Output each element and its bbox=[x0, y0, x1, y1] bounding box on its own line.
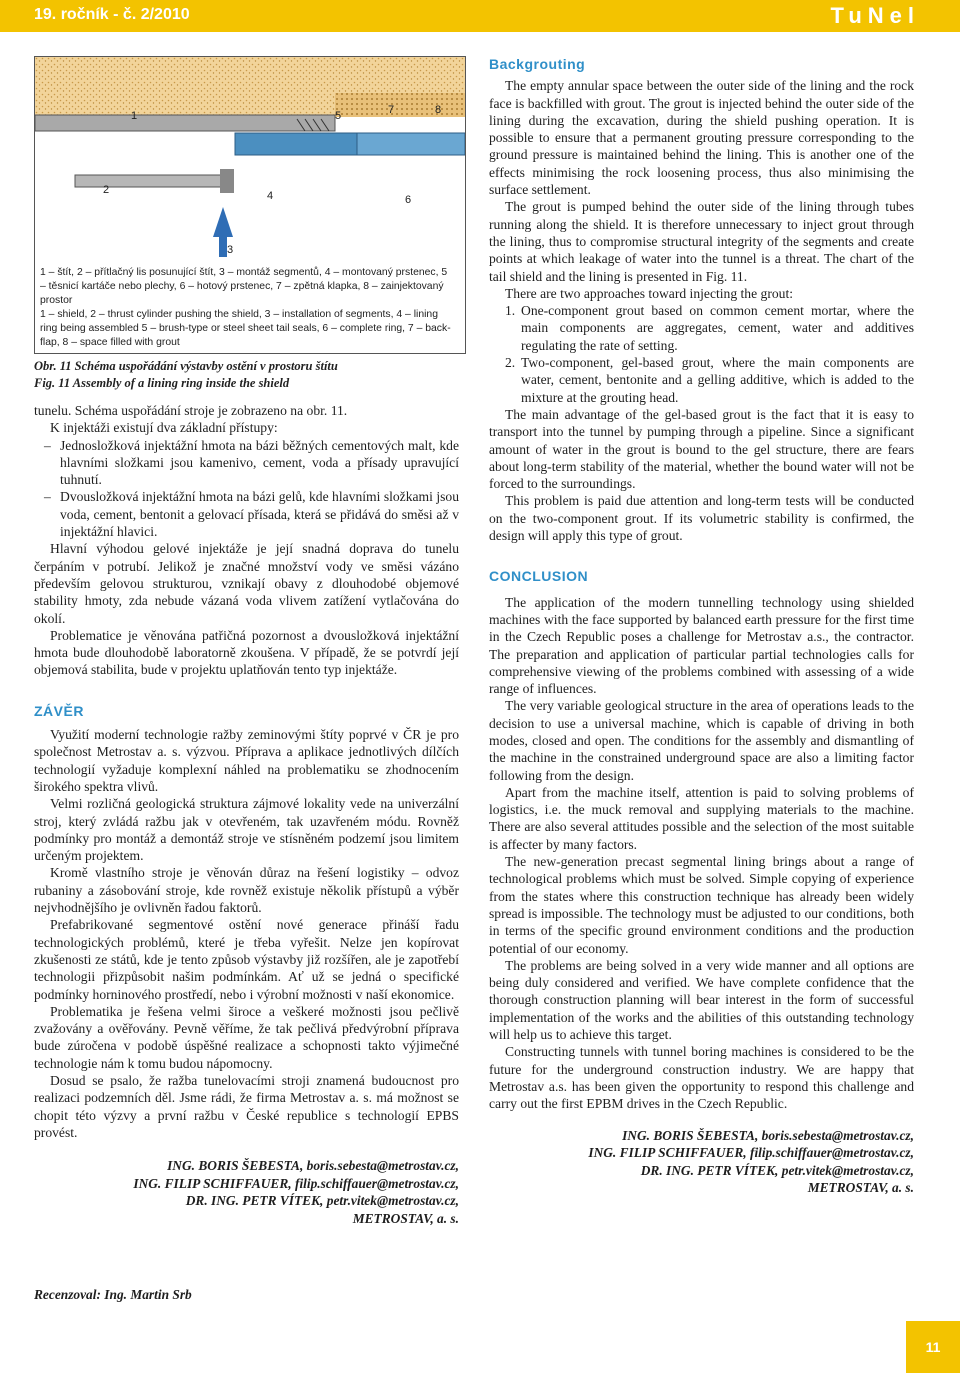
label-5: 5 bbox=[335, 110, 342, 122]
list-item bbox=[34, 437, 459, 489]
issue-label: 19. ročník - č. 2/2010 bbox=[34, 6, 190, 23]
paragraph: Využití moderní technologie ražby zeminovými štíty poprvé v ČR je pro společnost Metrostav a. s. výzvou. Příprava a aplikace jednotlivých dílčích technologií vyžaduje komplexní náhled na problematiku se zhodnocením širokého spektra vlivů. bbox=[34, 727, 459, 794]
label-4: 4 bbox=[267, 190, 274, 202]
list-item bbox=[489, 354, 914, 406]
header-band bbox=[0, 0, 960, 32]
list-item-text: Dvousložková injektážní hmota na bázi gelů, kde hlavními složkami jsou voda, cement, bentonit a gelovací přísada, která se přidává do směsi až v injektážní hlavici. bbox=[60, 489, 459, 540]
label-3: 3 bbox=[227, 244, 234, 256]
paragraph: Problematika je řešena velmi široce a veškeré možnosti jsou pečlivě zvažovány a ověřovány. Pevně věříme, že tak pečlivá předvýrobní příprava bude zúročena v podobě úspěšné realizace a schopnosti takto výjimečné technologie nám k tomu budou nápomocny. bbox=[34, 1003, 459, 1071]
thrust-cylinder bbox=[75, 175, 225, 187]
paragraph: The grout is pumped behind the outer side of the lining through tubes running along the shield. It is therefore unnecessary to inject grout through the lining, thus to compromise structural integrity of the segments and create points at which leakage of water into the tunnel is a threat. The chart of the tail shield and the lining is presented in Fig. 11. bbox=[489, 199, 914, 284]
paragraph: The problems are being solved in a very wide manner and all options are being duly considered and verified. We have complete confidence that the thorough construction planning will bear interest in the form of successful implementation of the works and the abilities of this outstanding technology will help us to achieve this target. bbox=[489, 957, 914, 1043]
reviewer-line: Recenzoval: Ing. Martin Srb bbox=[34, 1287, 192, 1302]
grout-space bbox=[335, 93, 465, 117]
paragraph: The new-generation precast segmental lining brings about a range of technological problems which must be solved. Simple copying of experience from the states where this construction technique has already been widely spread is impossible. The technology must be adjusted to our conditions, both in terms of the specific ground environment conditions and the production potential of our economy. bbox=[489, 854, 914, 956]
paragraph: Apart from the machine itself, attention is paid to solving problems of logistics, i.e. the muck removal and supplying materials to the machine. There are also several attitudes possible and the selection of the most suitable is affecter by many factors. bbox=[489, 784, 914, 852]
left-column bbox=[34, 402, 459, 1227]
paragraph: The main advantage of the gel-based grout is the fact that it is easy to transport into the tunnel by pumping through a pipeline. Since a significant amount of water in the grout is bound to the gel structure, there are fears about long-term stability of the material, whether the bound water will not be forced to the surroundings. bbox=[489, 406, 914, 492]
paragraph: There are two approaches toward injecting the grout: bbox=[505, 285, 793, 301]
complete-ring bbox=[357, 133, 465, 155]
list-item bbox=[34, 488, 459, 540]
paragraph: The empty annular space between the outer side of the lining and the rock face is backfilled with grout. The grout is injected behind the outer side of the lining during the excavation, during the shield pushing operation. It is possible to ensure that a permanent grouting pressure corresponding to the ground pressure is maintained behind the lining. This is another one of the effects minimising the rock loosening process, thus also minimising the surface settlement. bbox=[489, 78, 914, 198]
right-column bbox=[489, 56, 914, 1197]
figure-legend bbox=[40, 266, 455, 350]
label-1: 1 bbox=[131, 110, 138, 122]
figure-legend-en: 1 – shield, 2 – thrust cylinder pushing the shield, 3 – installation of segments, 4 – lining ring being assembled 5 – brush-type or steel sheet tail seals, 6 – complete ring, 7 – back-flap, 8 – space filled with grout bbox=[40, 309, 451, 348]
author-line: DR. ING. PETR VÍTEK, petr.vitek@metrostav.cz, bbox=[185, 1193, 459, 1209]
paragraph: K injektáži existují dva základní přístupy: bbox=[50, 420, 278, 436]
author-line: DR. ING. PETR VÍTEK, petr.vitek@metrostav.cz, bbox=[640, 1162, 914, 1178]
paragraph: tunelu. Schéma uspořádání stroje je zobrazeno na obr. 11. bbox=[34, 403, 348, 418]
author-line: METROSTAV, a. s. bbox=[807, 1180, 914, 1196]
cylinder-head bbox=[220, 169, 234, 193]
figure-legend-cz: 1 – štít, 2 – přítlačný lis posunující štít, 3 – montáž segmentů, 4 – montovaný prstenec, 5 – těsnicí kartáče nebo plechy, 6 – hotový prstenec, 7 – zpětná klapka, 8 – zainjektovaný prostor bbox=[40, 267, 448, 306]
section-heading-conclusion: CONCLUSION bbox=[489, 568, 589, 585]
author-line: ING. FILIP SCHIFFAUER, filip.schiffauer@metrostav.cz, bbox=[133, 1175, 459, 1191]
paragraph: Kromě vlastního stroje je věnován důraz na řešení logistiky – odvoz rubaniny a zásobování stroje, kde rovněž existuje několik přístupů a výběr nejvhodnějšího je ovlivněn řadou faktorů. bbox=[34, 865, 459, 916]
paragraph: Velmi rozličná geologická struktura zájmové lokality vede na univerzální stroj, který zvládá ražbu jak v otevřeném, tak uzavřeném módu. Rovněž podmínky pro montáž a demontáž stroje ve stísněném podzemí jsou limitem určeným projektem. bbox=[34, 796, 459, 864]
paragraph: Constructing tunnels with tunnel boring machines is considered to be the future for the underground construction industry. We are happy that Metrostav a.s. has been given the opportunity to respond this challenge and carry out the first EPBM drives in the Czech Republic. bbox=[489, 1044, 914, 1112]
shield-diagram bbox=[35, 57, 465, 257]
paragraph: Dosud se psalo, že ražba tunelovacími stroji znamená budoucnost pro realizaci podzemních děl. Jsme rádi, že firma Metrostav a. s. má možnost se chopit této výzvy a první ražbu v České republice s technologií EPBS provést. bbox=[34, 1072, 459, 1140]
paragraph: Prefabrikované segmentové ostění nové generace přináší řadu technologických problémů, které je třeba vyřešit. Nelze jen kopírovat zkušenosti ze států, kde je tento způsob výstavby již rozšířen, ale je zapotřebí technologii přizpůsobit našim podmínkám. Ať už se jedná o specifické podmínky horninového prostředí, nebo i výrobní možnosti v naší ekonomice. bbox=[34, 917, 459, 1002]
section-heading-backgrouting: Backgrouting bbox=[489, 56, 586, 72]
label-6: 6 bbox=[405, 194, 412, 206]
dash-marker: – bbox=[44, 437, 51, 453]
list-item-text: One-component grout based on common cement mortar, where the main components are aggregates, cement, water and additives regulating the rate of setting. bbox=[521, 303, 914, 353]
author-block-cz bbox=[34, 1157, 459, 1227]
paragraph: The very variable geological structure in the area of operations leads to the decision to use a universal machine, which is capable of driving in both modes, closed and open. The conditions for the assembly and dismantling of the machine in the constrained underground space are also a limiting factor following from the design. bbox=[489, 698, 914, 783]
paragraph: Hlavní výhodou gelové injektáže je její snadná doprava do tunelu čerpáním v potrubí. Jelikož je značné množství vody ve směsi vázáno především gelovou strukturou, vznikají obavy z dlouhodobé objemové stability hmoty, zda nebude vázaná voda vlivem zatížení vytlačována do okolí. bbox=[34, 541, 459, 626]
label-8: 8 bbox=[435, 104, 442, 116]
number-marker: 1. bbox=[505, 303, 516, 319]
author-line: ING. FILIP SCHIFFAUER, filip.schiffauer@metrostav.cz, bbox=[588, 1145, 914, 1161]
author-block-en bbox=[489, 1127, 914, 1197]
author-line: ING. BORIS ŠEBESTA, boris.sebesta@metrostav.cz, bbox=[167, 1158, 459, 1174]
dash-marker: – bbox=[44, 489, 51, 505]
page-number: 11 bbox=[906, 1321, 960, 1373]
paragraph: Problematice je věnována patřičná pozornost a dvousložková injektážní hmota bude dlouhodobě laboratorně zkoušena. V případě, že se potvrdí její objemová stabilita, bude v projektu uplatňován tento typ injektáže. bbox=[34, 627, 459, 678]
list-item bbox=[489, 302, 914, 354]
list-item-text: Two-component, gel-based grout, where the main components are water, cement, bentonite and a gelling additive, which is added to the mixture at the grouting head. bbox=[521, 355, 914, 405]
section-heading-zaver: ZÁVĚR bbox=[34, 702, 84, 719]
caption-cz: Obr. 11 Schéma uspořádání výstavby ostění v prostoru štítu bbox=[34, 359, 338, 373]
label-2: 2 bbox=[103, 184, 110, 196]
paragraph: This problem is paid due attention and long-term tests will be conducted on the two-component grout. If its volumetric stability is confirmed, the design will apply this type of grout. bbox=[489, 493, 914, 544]
label-7: 7 bbox=[388, 104, 395, 116]
caption-en: Fig. 11 Assembly of a lining ring inside the shield bbox=[34, 376, 290, 390]
paragraph: The application of the modern tunnelling technology using shielded machines with the face supported by balanced earth pressure for the first time in the Czech Republic poses a challenge for Metrostav a.s., the contractor. The preparation and application of particular partial technologies calls for comprehensive viewing of the problems combined with assessing of a wide range of influences. bbox=[489, 594, 914, 697]
shield-plate bbox=[35, 115, 335, 131]
figure-caption bbox=[34, 358, 464, 392]
journal-logo: TuNel bbox=[830, 3, 920, 28]
list-item-text: Jednosložková injektážní hmota na bázi běžných cementových malt, kde hlavními složkami jsou kamenivo, cement, voda a přísady upravující tuhnutí. bbox=[60, 437, 459, 488]
number-marker: 2. bbox=[505, 355, 516, 371]
author-line: METROSTAV, a. s. bbox=[352, 1210, 459, 1226]
author-line: ING. BORIS ŠEBESTA, boris.sebesta@metrostav.cz, bbox=[622, 1127, 914, 1143]
